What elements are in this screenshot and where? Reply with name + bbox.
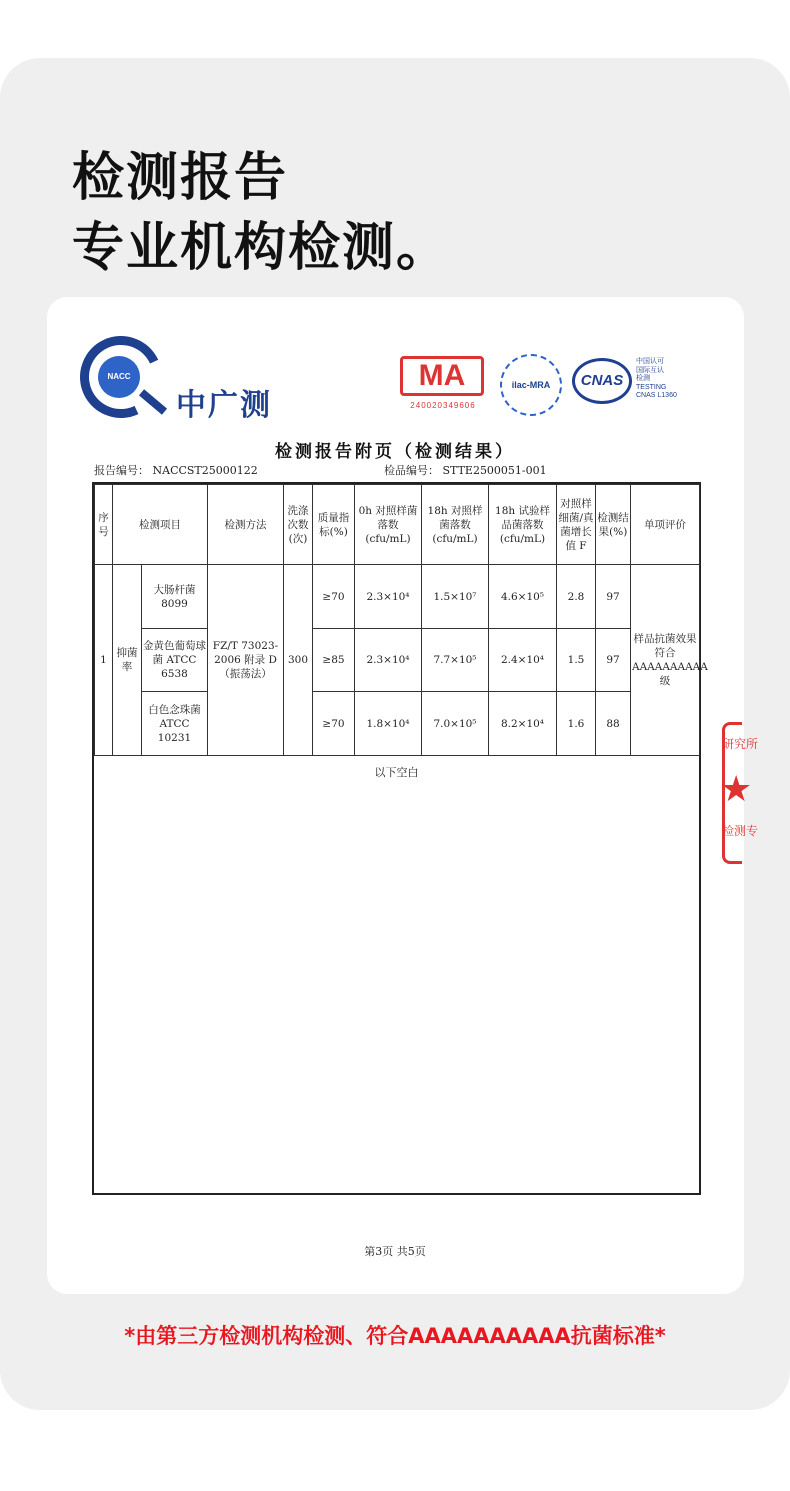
seal-text-bottom: 检测专	[722, 824, 759, 838]
cell-quality: ≥70	[313, 565, 355, 629]
cell-quality: ≥85	[313, 629, 355, 692]
header-result: 检测结果(%)	[596, 485, 631, 565]
seal-text-top: 研究所	[722, 737, 759, 751]
seal-star-icon: ★	[720, 769, 753, 810]
cell-evaluation: 样品抗菌效果符合AAAAAAAAAA级	[631, 565, 700, 756]
header-0h-control: 0h 对照样菌落数(cfu/mL)	[355, 485, 422, 565]
header-18h-test: 18h 试验样品菌落数(cfu/mL)	[489, 485, 557, 565]
cnas-caption-line: 中国认可	[636, 358, 664, 365]
ilac-mra-mark-icon: ilac-MRA	[500, 354, 562, 416]
cell-result: 97	[596, 629, 631, 692]
table-header-row	[95, 485, 700, 565]
cnas-caption-line: 检测	[636, 375, 650, 382]
header-wash: 洗涤次数(次)	[284, 485, 313, 565]
results-table-frame	[92, 482, 708, 1195]
footnote: *由第三方检测机构检测、符合AAAAAAAAAA抗菌标准*	[124, 1324, 666, 1348]
cell-18h-control: 1.5×10⁷	[422, 565, 489, 629]
header-18h-control: 18h 对照样菌落数(cfu/mL)	[422, 485, 489, 565]
cma-mark-icon: MA	[400, 356, 484, 396]
cell-strain: 白色念珠菌 ATCC 10231	[142, 692, 208, 756]
headline-line-1: 检测报告	[72, 148, 289, 208]
table-row	[95, 692, 700, 756]
cell-18h-test: 8.2×10⁴	[489, 692, 557, 756]
document-title: 检测报告附页（检测结果）	[275, 442, 515, 462]
table-row	[95, 565, 700, 629]
table-row	[95, 629, 700, 692]
nacc-logo-badge: NACC	[98, 356, 140, 398]
header-quality: 质量指标(%)	[313, 485, 355, 565]
lab-name-logo: 中广测	[176, 388, 272, 423]
header-item: 检测项目	[113, 485, 208, 565]
header-evaluation: 单项评价	[631, 485, 700, 565]
results-table	[94, 484, 708, 756]
cell-wash: 300	[284, 565, 313, 756]
cnas-caption	[636, 358, 677, 401]
cell-0h-control: 1.8×10⁴	[355, 692, 422, 756]
header-method: 检测方法	[208, 485, 284, 565]
cma-number: 240020349606	[410, 401, 476, 410]
header-seq: 序号	[95, 485, 113, 565]
cell-18h-control: 7.7×10⁵	[422, 629, 489, 692]
cell-18h-test: 2.4×10⁴	[489, 629, 557, 692]
cell-result: 88	[596, 692, 631, 756]
cell-result: 97	[596, 565, 631, 629]
cell-18h-control: 7.0×10⁵	[422, 692, 489, 756]
cell-f-value: 2.8	[557, 565, 596, 629]
cnas-caption-line: TESTING	[636, 383, 667, 391]
cell-f-value: 1.6	[557, 692, 596, 756]
cell-quality: ≥70	[313, 692, 355, 756]
blank-below-note: 以下空白	[374, 766, 419, 779]
cell-method: FZ/T 73023-2006 附录 D（振荡法）	[208, 565, 284, 756]
page-number: 第3页 共5页	[364, 1245, 426, 1258]
cell-0h-control: 2.3×10⁴	[355, 565, 422, 629]
cnas-mark-icon: CNAS	[572, 358, 632, 404]
cell-0h-control: 2.3×10⁴	[355, 629, 422, 692]
cnas-caption-line: 国际互认	[636, 366, 664, 374]
headline-line-2: 专业机构检测。	[72, 218, 451, 278]
cell-f-value: 1.5	[557, 629, 596, 692]
cell-category: 抑菌率	[113, 565, 142, 756]
sample-number: 检品编号： STTE2500051-001	[384, 464, 547, 477]
header-f-value: 对照样细菌/真菌增长值 F	[557, 485, 596, 565]
cell-18h-test: 4.6×10⁵	[489, 565, 557, 629]
report-number: 报告编号： NACCST25000122	[94, 464, 258, 477]
cell-strain: 大肠杆菌 8099	[142, 565, 208, 629]
cell-strain: 金黄色葡萄球菌 ATCC 6538	[142, 629, 208, 692]
cell-seq: 1	[95, 565, 113, 756]
cnas-caption-line: CNAS L1360	[636, 392, 677, 399]
